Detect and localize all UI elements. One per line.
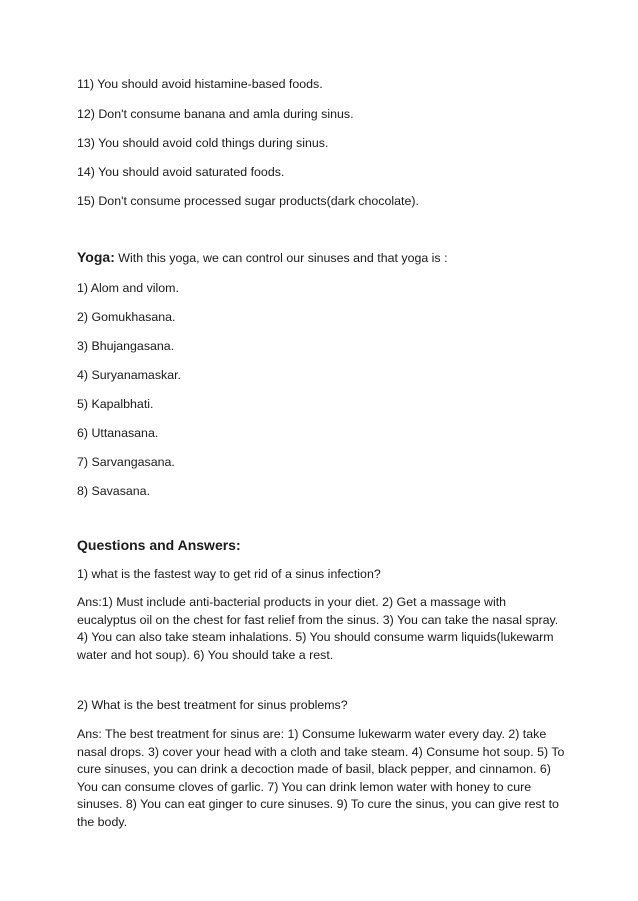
yoga-heading: Yoga: (77, 249, 115, 265)
yoga-item-7: 7) Sarvangasana. (77, 455, 175, 469)
qa-answer-1: Ans:1) Must include anti-bacterial products in your diet. 2) Get a massage with eucalyptus oil on the chest for fast relief from the sinus. 3) You can take the nasal spray. 4) You can also take steam inhalations. 5) You should consume warm liquids(lukewarm water and hot soup). 6) You should take a rest. (77, 595, 559, 662)
yoga-item-8: 8) Savasana. (77, 484, 151, 498)
qa-heading: Questions and Answers: (77, 537, 241, 553)
avoid-item-11: 11) You should avoid histamine-based foods. (77, 77, 323, 91)
qa-question-1: 1) what is the fastest way to get rid of a sinus infection? (77, 567, 381, 581)
yoga-item-2: 2) Gomukhasana. (77, 310, 176, 324)
avoid-item-12: 12) Don't consume banana and amla during sinus. (77, 107, 354, 121)
yoga-item-5: 5) Kapalbhati. (77, 397, 154, 411)
yoga-item-3: 3) Bhujangasana. (77, 339, 175, 353)
yoga-intro-line (77, 249, 448, 266)
avoid-item-13: 13) You should avoid cold things during sinus. (77, 136, 329, 150)
yoga-item-6: 6) Uttanasana. (77, 426, 159, 440)
yoga-item-1: 1) Alom and vilom. (77, 281, 179, 295)
qa-answer-2: Ans: The best treatment for sinus are: 1) Consume lukewarm water every day. 2) take nasal drops. 3) cover your head with a cloth and take steam. 4) Consume hot soup. 5) To cure sinuses, you can drink a decoction made of basil, black pepper, and cinnamon. 6) You can consume cloves of garlic. 7) You can drink lemon water with honey to cure sinuses. 8) You can eat ginger to cure sinuses. 9) To cure the sinus, you can give rest to the body. (77, 727, 565, 829)
yoga-item-4: 4) Suryanamaskar. (77, 368, 181, 382)
avoid-item-14: 14) You should avoid saturated foods. (77, 165, 285, 179)
yoga-intro: With this yoga, we can control our sinuses and that yoga is : (114, 251, 448, 265)
avoid-item-15: 15) Don't consume processed sugar products(dark chocolate). (77, 194, 419, 208)
qa-question-2: 2) What is the best treatment for sinus problems? (77, 698, 348, 712)
